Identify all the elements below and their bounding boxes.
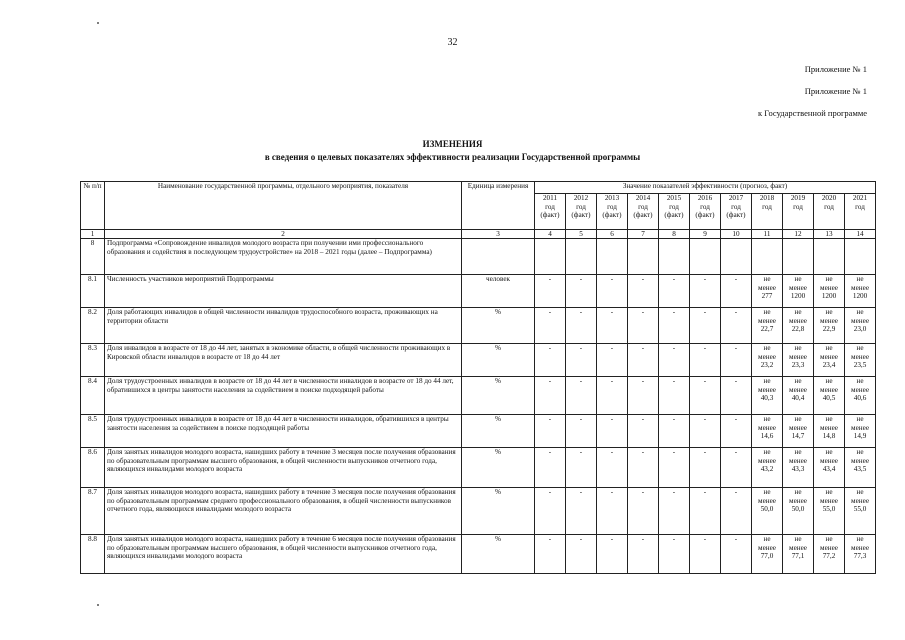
column-number: 13 [814,230,845,239]
year-sublabel: год (факт) [726,202,746,220]
past-value [628,239,659,275]
past-value: - [690,275,721,308]
past-value: - [721,488,752,535]
row-number: 8.3 [81,344,105,377]
scan-speck [97,604,99,606]
table-row [81,415,876,448]
header-values: Значение показателей эффективности (прогноз, факт) [535,182,876,194]
year-sublabel: год (факт) [695,202,715,220]
target-value: не менее 23,2 [752,344,783,377]
row-unit [462,239,535,275]
table-row [81,448,876,488]
past-value: - [721,275,752,308]
past-value [659,239,690,275]
row-name: Доля занятых инвалидов молодого возраста, нашедших работу в течение 6 месяцев после получения образования по образовательным программам высшего образования, в общей численности выпускников отчетного года, являющихся инвалидами молодого возраста [105,535,462,574]
column-number: 7 [628,230,659,239]
row-number: 8.7 [81,488,105,535]
column-number: 1 [81,230,105,239]
past-value: - [721,377,752,415]
column-number: 14 [845,230,876,239]
row-number: 8.2 [81,308,105,344]
column-number: 11 [752,230,783,239]
past-value: - [535,377,566,415]
year-sublabel: год (факт) [664,202,684,220]
past-value: - [659,308,690,344]
row-name: Доля занятых инвалидов молодого возраста, нашедших работу в течение 3 месяцев после получения образования по образовательным программам высшего образования, в общей численности выпускников отчетного года, являющихся инвалидами молодого возраста [105,448,462,488]
past-value: - [566,488,597,535]
past-value: - [659,344,690,377]
target-value: не менее 1200 [814,275,845,308]
past-value: - [597,275,628,308]
target-value: не менее 23,4 [814,344,845,377]
past-value: - [597,488,628,535]
year-label: 2018 [759,194,775,202]
header-name: Наименование государственной программы, отдельного мероприятия, показателя [105,182,462,230]
target-value: не менее 14,7 [783,415,814,448]
row-number: 8.6 [81,448,105,488]
year-label: 2013 [604,194,620,202]
past-value: - [628,488,659,535]
column-number: 6 [597,230,628,239]
past-value: - [721,415,752,448]
row-name: Доля занятых инвалидов молодого возраста, нашедших работу в течение 3 месяцев после получения образования по образовательным программам среднего профессионального образования, в общей численности выпускников отчетного года, являющихся инвалидами молодого возраста [105,488,462,535]
page-number: 32 [447,37,458,48]
past-value: - [535,344,566,377]
target-value: не менее 77,0 [752,535,783,574]
target-value: не менее 40,4 [783,377,814,415]
past-value: - [659,535,690,574]
past-value: - [535,275,566,308]
past-value: - [690,377,721,415]
annex-line-3: к Государственной программе [758,108,867,118]
header-year [597,194,628,230]
target-value: не менее 22,8 [783,308,814,344]
target-value: не менее 43,5 [845,448,876,488]
past-value: - [566,535,597,574]
year-sublabel: год [855,202,865,211]
past-value: - [659,275,690,308]
past-value: - [690,488,721,535]
past-value: - [566,308,597,344]
table-row [81,535,876,574]
header-year [628,194,659,230]
table-body [81,239,876,574]
table-row [81,488,876,535]
past-value: - [628,377,659,415]
past-value: - [721,448,752,488]
row-number: 8 [81,239,105,275]
column-number: 5 [566,230,597,239]
past-value: - [535,415,566,448]
past-value: - [535,308,566,344]
row-name: Доля работающих инвалидов в общей численности инвалидов трудоспособного возраста, проживающих на территории области [105,308,462,344]
column-number: 9 [690,230,721,239]
target-value: не менее 40,3 [752,377,783,415]
past-value: - [597,377,628,415]
row-name: Численность участников мероприятий Подпрограммы [105,275,462,308]
target-value: не менее 77,1 [783,535,814,574]
past-value: - [535,448,566,488]
past-value: - [597,308,628,344]
year-sublabel: год (факт) [602,202,622,220]
past-value: - [690,308,721,344]
table-row [81,275,876,308]
past-value: - [597,415,628,448]
table-header [81,182,876,239]
past-value: - [566,344,597,377]
row-unit: % [462,377,535,415]
target-value: не менее 22,7 [752,308,783,344]
target-value: не менее 1200 [845,275,876,308]
header-year [566,194,597,230]
target-value: не менее 14,6 [752,415,783,448]
row-name: Доля трудоустроенных инвалидов в возрасте от 18 до 44 лет в численности инвалидов, обратившихся в центры занятости населения за содействием в поиске подходящей работы [105,415,462,448]
past-value: - [628,535,659,574]
year-sublabel: год [762,202,772,211]
past-value: - [535,535,566,574]
target-value: не менее 55,0 [814,488,845,535]
past-value: - [597,448,628,488]
target-value: не менее 40,6 [845,377,876,415]
target-value: не менее 14,8 [814,415,845,448]
past-value: - [659,448,690,488]
document-title: ИЗМЕНЕНИЯ [422,139,483,149]
target-value [814,239,845,275]
column-number: 10 [721,230,752,239]
year-label: 2016 [697,194,713,202]
past-value [721,239,752,275]
header-year [659,194,690,230]
past-value: - [721,344,752,377]
past-value [690,239,721,275]
target-value: не менее 55,0 [845,488,876,535]
past-value: - [690,535,721,574]
past-value: - [628,415,659,448]
year-sublabel: год [793,202,803,211]
target-value: не менее 50,0 [783,488,814,535]
past-value: - [628,308,659,344]
row-name: Подпрограмма «Сопровождение инвалидов молодого возраста при получении ими профессионального образования и содействия в последующем трудоустройстве» на 2018 – 2021 годы (далее – Подпрограмма) [105,239,462,275]
header-year [535,194,566,230]
row-unit: % [462,488,535,535]
past-value: - [659,488,690,535]
year-sublabel: год (факт) [571,202,591,220]
year-label: 2011 [542,194,558,202]
target-value: не менее 43,3 [783,448,814,488]
past-value: - [628,448,659,488]
target-value [783,239,814,275]
header-year [845,194,876,230]
past-value: - [566,415,597,448]
header-unit: Единица измерения [462,182,535,230]
header-year [690,194,721,230]
column-number: 3 [462,230,535,239]
header-year [721,194,752,230]
past-value: - [690,344,721,377]
past-value [535,239,566,275]
target-value: не менее 40,5 [814,377,845,415]
past-value: - [721,535,752,574]
target-value: не менее 14,9 [845,415,876,448]
header-num: № п/п [81,182,105,230]
year-label: 2021 [852,194,868,202]
header-year [783,194,814,230]
annex-line-2: Приложение № 1 [804,86,867,96]
year-label: 2014 [635,194,651,202]
target-value: не менее 277 [752,275,783,308]
row-unit: % [462,448,535,488]
target-value: не менее 43,2 [752,448,783,488]
scan-speck [97,22,99,24]
header-year [814,194,845,230]
indicators-table [80,181,876,574]
year-sublabel: год (факт) [540,202,560,220]
year-label: 2020 [821,194,837,202]
past-value: - [659,377,690,415]
row-number: 8.5 [81,415,105,448]
past-value: - [628,275,659,308]
year-label: 2015 [666,194,682,202]
row-number: 8.8 [81,535,105,574]
table-row [81,308,876,344]
past-value: - [721,308,752,344]
row-unit: % [462,344,535,377]
column-number: 4 [535,230,566,239]
past-value: - [566,448,597,488]
target-value [845,239,876,275]
target-value: не менее 1200 [783,275,814,308]
target-value: не менее 50,0 [752,488,783,535]
column-number: 2 [105,230,462,239]
target-value: не менее 22,9 [814,308,845,344]
year-label: 2017 [728,194,744,202]
table-row [81,344,876,377]
year-label: 2012 [573,194,589,202]
past-value [597,239,628,275]
row-unit: % [462,308,535,344]
target-value: не менее 77,2 [814,535,845,574]
target-value [752,239,783,275]
target-value: не менее 77,3 [845,535,876,574]
past-value: - [597,535,628,574]
past-value: - [535,488,566,535]
document-subtitle: в сведения о целевых показателях эффективности реализации Государственной программы [264,152,641,162]
target-value: не менее 23,5 [845,344,876,377]
row-unit: % [462,535,535,574]
target-value: не менее 43,4 [814,448,845,488]
past-value: - [566,275,597,308]
past-value: - [566,377,597,415]
target-value: не менее 23,3 [783,344,814,377]
past-value: - [690,448,721,488]
past-value: - [628,344,659,377]
past-value: - [690,415,721,448]
past-value [566,239,597,275]
year-sublabel: год (факт) [633,202,653,220]
row-number: 8.1 [81,275,105,308]
past-value: - [597,344,628,377]
row-name: Доля инвалидов в возрасте от 18 до 44 лет, занятых в экономике области, в общей численности проживающих в Кировской области инвалидов в возрасте от 18 до 44 лет [105,344,462,377]
table-row [81,239,876,275]
target-value: не менее 23,0 [845,308,876,344]
header-year [752,194,783,230]
column-number: 12 [783,230,814,239]
year-label: 2019 [790,194,806,202]
row-unit: человек [462,275,535,308]
table-row [81,377,876,415]
past-value: - [659,415,690,448]
row-name: Доля трудоустроенных инвалидов в возрасте от 18 до 44 лет в численности инвалидов в возрасте от 18 до 44 лет, обратившихся в центры занятости населения за содействием в поиске подходящей работы [105,377,462,415]
year-sublabel: год [824,202,834,211]
row-number: 8.4 [81,377,105,415]
row-unit: % [462,415,535,448]
column-number: 8 [659,230,690,239]
annex-line-1: Приложение № 1 [804,64,867,74]
